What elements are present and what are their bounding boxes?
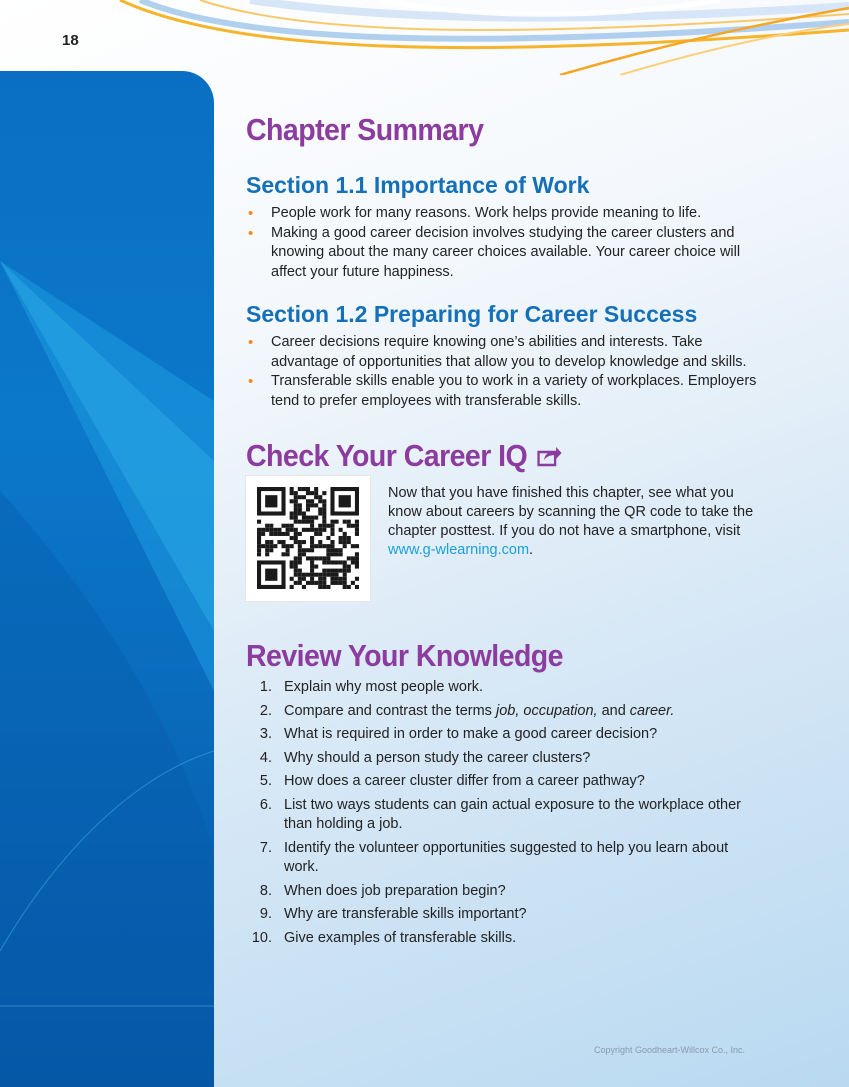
career-iq-instructions: Now that you have finished this chapter, see what you know about careers by scanning the QR code to take the chapter posttest. If you do not have a smartphone, visit www.g-wlearning.com. (388, 485, 754, 558)
qr-code-image (257, 487, 359, 589)
section-1-1-bullets (246, 204, 766, 282)
bullet-item: • Making a good career decision involves studying the career clusters and knowing about the many career choices available. Your career choice will affect your future happiness. (248, 224, 741, 280)
question-item: 1. Explain why most people work. (259, 679, 484, 695)
g-wlearning-link[interactable]: www.g-wlearning.com (388, 542, 530, 558)
question-item: 5. How does a career cluster differ from a career pathway? (259, 773, 645, 789)
review-questions-list (246, 678, 766, 952)
section-1-1-heading: Section 1.1 Importance of Work (246, 172, 590, 198)
bullet-icon: • (248, 373, 254, 390)
bullet-item: • Transferable skills enable you to work in a variety of workplaces. Employers tend to prefer employees with transferable skills. (248, 373, 757, 409)
question-item: 2. Compare and contrast the terms job, occupation, and career. (259, 702, 675, 719)
share-arrow-icon[interactable] (536, 444, 562, 468)
question-item: 3. What is required in order to make a good career decision? (259, 726, 658, 742)
question-item: 6. List two ways students can gain actual exposure to the workplace other than holding a job. (259, 796, 742, 832)
bullet-icon: • (248, 224, 254, 242)
question-item: 10. Give examples of transferable skills. (251, 929, 517, 946)
section-1-2-bullets (246, 333, 766, 411)
left-decorative-panel (0, 71, 214, 1087)
header-swirl-decoration (0, 0, 849, 75)
bullet-item: • People work for many reasons. Work helps provide meaning to life. (248, 205, 702, 222)
bullet-icon: • (248, 205, 254, 222)
qr-code[interactable] (246, 476, 370, 601)
question-item: 9. Why are transferable skills important? (259, 906, 527, 922)
review-heading: Review Your Knowledge (246, 638, 563, 673)
section-1-2-heading: Section 1.2 Preparing for Career Success (246, 301, 698, 327)
question-item: 8. When does job preparation begin? (259, 882, 506, 899)
bullet-item: • Career decisions require knowing one’s abilities and interests. Take advantage of opportunities that allow you to develop knowledge and skills. (248, 334, 747, 370)
bullet-icon: • (248, 334, 254, 351)
question-item: 4. Why should a person study the career clusters? (259, 749, 591, 766)
copyright-notice: Copyright Goodheart-Willcox Co., Inc. (594, 1045, 746, 1055)
chapter-summary-heading: Chapter Summary (246, 112, 484, 147)
page-number: 18 (62, 32, 79, 49)
question-item: 7. Identify the volunteer opportunities suggested to help you learn about work. (259, 839, 729, 875)
career-iq-heading: Check Your Career IQ (246, 438, 562, 474)
